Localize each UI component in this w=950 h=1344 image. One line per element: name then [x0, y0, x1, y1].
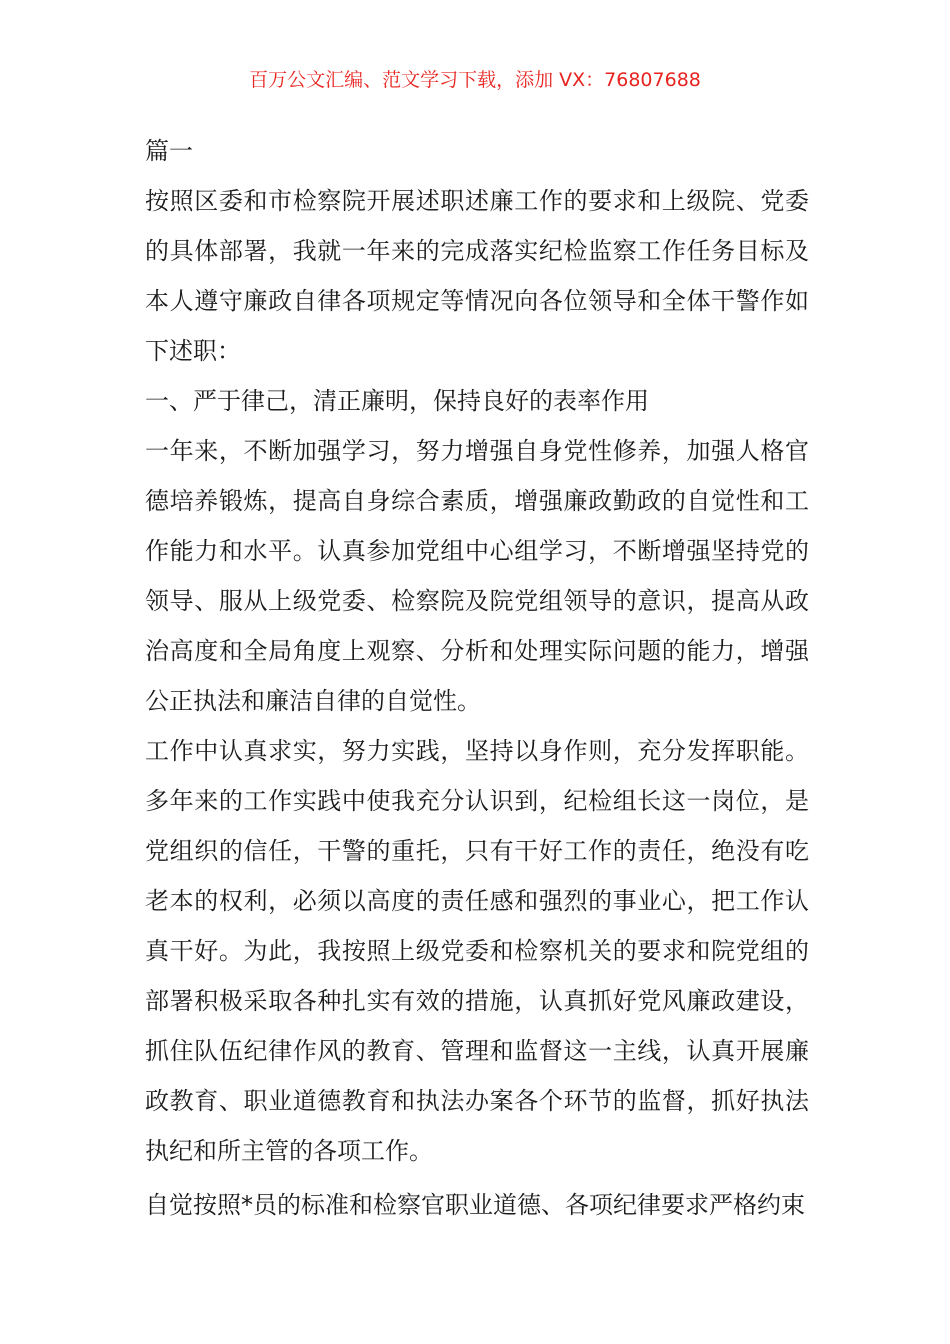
intro-paragraph: 按照区委和市检察院开展述职述廉工作的要求和上级院、党委的具体部署，我就一年来的完成落实纪检监察工作任务目标及本人遵守廉政自律各项规定等情况向各位领导和全体干警作如下述职：	[145, 187, 809, 365]
document-title: 篇一	[145, 137, 193, 165]
paragraph-1: 一年来，不断加强学习，努力增强自身党性修养，加强人格官德培养锻炼，提高自身综合素质，增强廉政勤政的自觉性和工作能力和水平。认真参加党组中心组学习，不断增强坚持党的领导、服从上级党委、检察院及院党组领导的意识，提高从政治高度和全局角度上观察、分析和处理实际问题的能力，增强公正执法和廉洁自律的自觉性。	[145, 437, 809, 715]
document-body	[145, 126, 809, 1230]
watermark-banner: 百万公文汇编、范文学习下载，添加 VX：76807688	[249, 69, 701, 91]
section-heading: 一、严于律己，清正廉明，保持良好的表率作用	[145, 387, 649, 415]
paragraph-3: 自觉按照*员的标准和检察官职业道德、各项纪律要求严格约束	[145, 1191, 805, 1219]
paragraph-2: 工作中认真求实，努力实践，坚持以身作则，充分发挥职能。多年来的工作实践中使我充分认识到，纪检组长这一岗位，是党组织的信任，干警的重托，只有干好工作的责任，绝没有吃老本的权利，必须以高度的责任感和强烈的事业心，把工作认真干好。为此，我按照上级党委和检察机关的要求和院党组的部署积极采取各种扎实有效的措施，认真抓好党风廉政建设，抓住队伍纪律作风的教育、管理和监督这一主线，认真开展廉政教育、职业道德教育和执法办案各个环节的监督，抓好执法执纪和所主管的各项工作。	[145, 737, 809, 1165]
